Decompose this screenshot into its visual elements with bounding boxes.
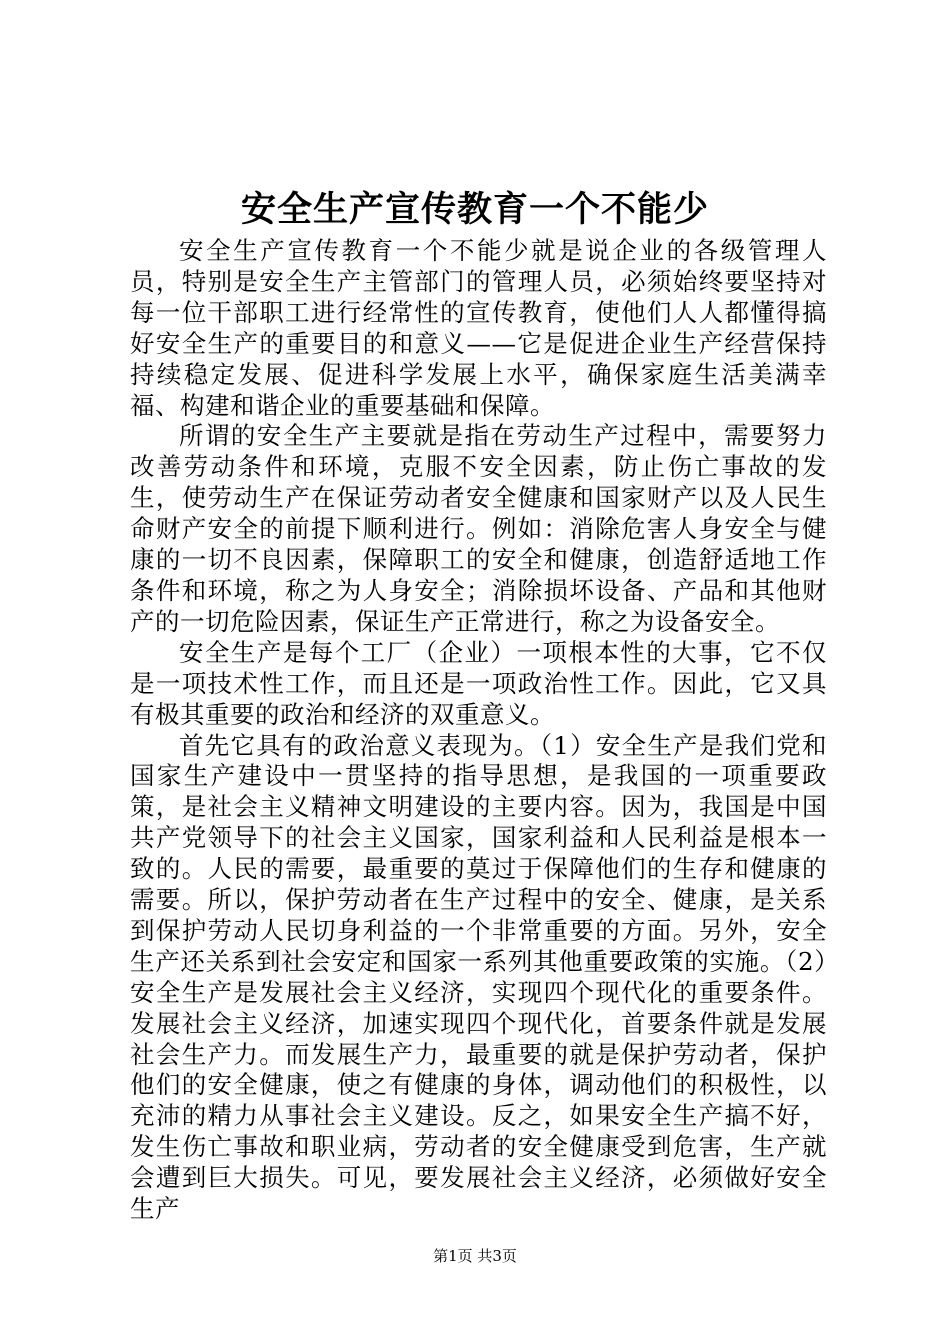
paragraph-3: 安全生产是每个工厂（企业）一项根本性的大事，它不仅是一项技术性工作，而且还是一项政治性工作。因此，它又具有极其重要的政治和经济的双重意义。 <box>130 637 827 729</box>
paragraph-1: 安全生产宣传教育一个不能少就是说企业的各级管理人员，特别是安全生产主管部门的管理人员，必须始终要坚持对每一位干部职工进行经常性的宣传教育，使他们人人都懂得搞好安全生产的重要目的和意义——它是促进企业生产经营保持持续稳定发展、促进科学发展上水平，确保家庭生活美满幸福、构建和谐企业的重要基础和保障。 <box>130 236 827 420</box>
paragraph-2: 所谓的安全生产主要就是指在劳动生产过程中，需要努力改善劳动条件和环境，克服不安全因素，防止伤亡事故的发生，使劳动生产在保证劳动者安全健康和国家财产以及人民生命财产安全的前提下顺利进行。例如：消除危害人身安全与健康的一切不良因素，保障职工的安全和健康，创造舒适地工作条件和环境，称之为人身安全；消除损坏设备、产品和其他财产的一切危险因素，保证生产正常进行，称之为设备安全。 <box>130 421 827 636</box>
document-body <box>130 236 827 1225</box>
page-number-footer: 第1页 共3页 <box>433 1247 517 1265</box>
paragraph-4: 首先它具有的政治意义表现为。（1）安全生产是我们党和国家生产建设中一贯坚持的指导思想，是我国的一项重要政策，是社会主义精神文明建设的主要内容。因为，我国是中国共产党领导下的社会主义国家，国家利益和人民利益是根本一致的。人民的需要，最重要的莫过于保障他们的生存和健康的需要。所以，保护劳动者在生产过程中的安全、健康，是关系到保护劳动人民切身利益的一个非常重要的方面。另外，安全生产还关系到社会安定和国家一系列其他重要政策的实施。（2）安全生产是发展社会主义经济，实现四个现代化的重要条件。发展社会主义经济，加速实现四个现代化，首要条件就是发展社会生产力。而发展生产力，最重要的就是保护劳动者，保护他们的安全健康，使之有健康的身体，调动他们的积极性，以充沛的精力从事社会主义建设。反之，如果安全生产搞不好，发生伤亡事故和职业病，劳动者的安全健康受到危害，生产就会遭到巨大损失。可见，要发展社会主义经济，必须做好安全生产 <box>130 730 827 1224</box>
document-title: 安全生产宣传教育一个不能少 <box>240 189 709 230</box>
